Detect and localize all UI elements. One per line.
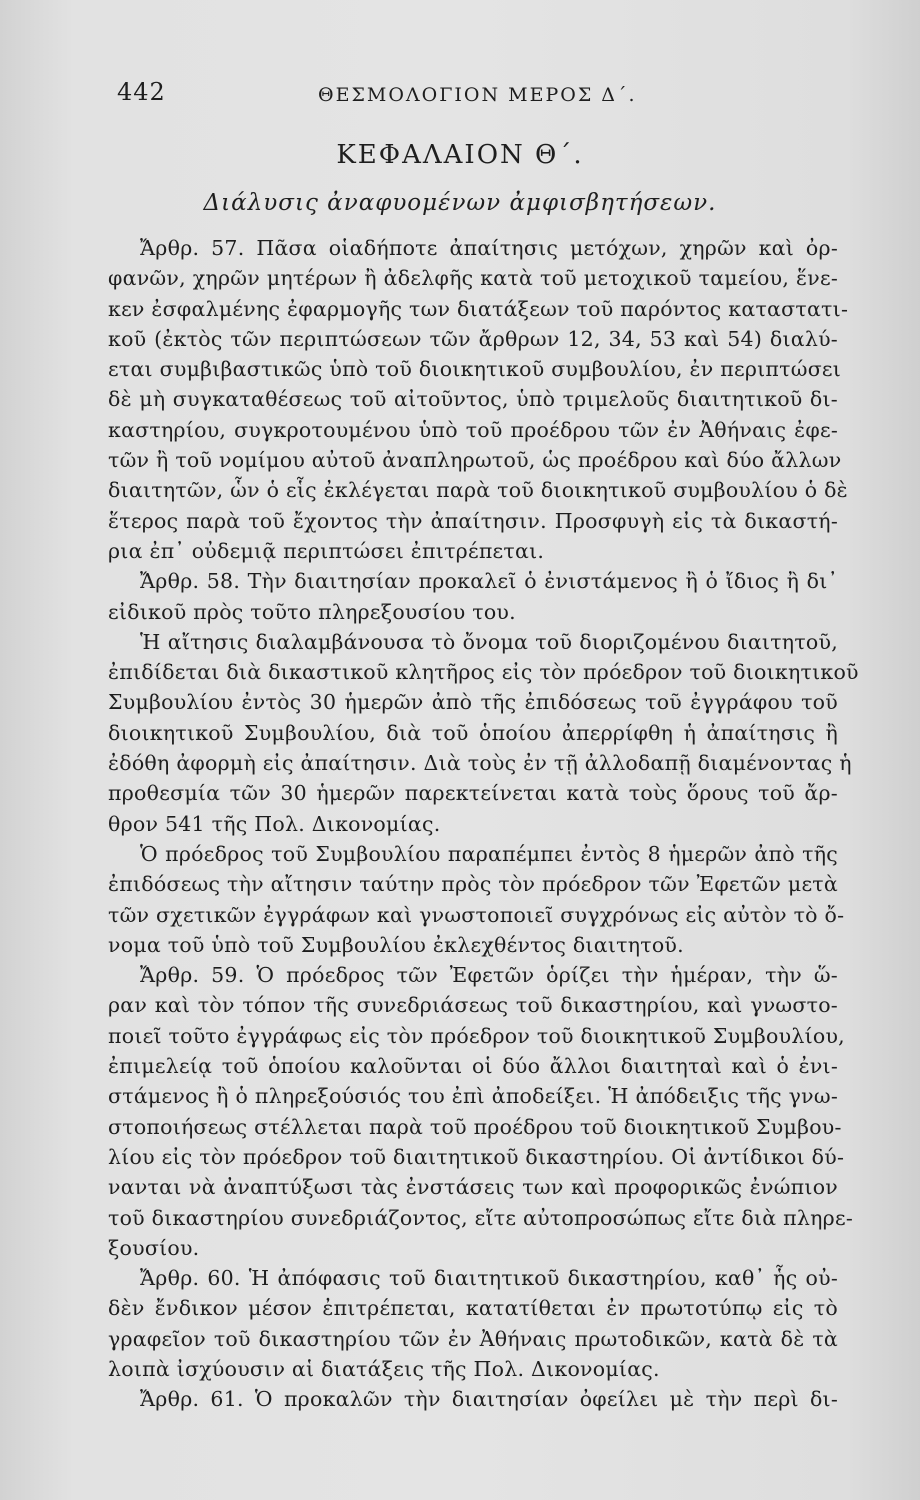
text-line: ἕτερος παρὰ τοῦ ἔχοντος τὴν ἀπαίτησιν. Προσφυγὴ εἰς τὰ δικαστή- [108, 508, 838, 533]
text-line: νανται νὰ ἀναπτύξωσι τὰς ἐνστάσεις των καὶ προφορικῶς ἐνώπιον [108, 1175, 838, 1200]
page-number: 442 [117, 78, 166, 106]
body-text [108, 233, 859, 1415]
text-line: ἐδόθη ἀφορμὴ εἰς ἀπαίτησιν. Διὰ τοὺς ἐν τῇ ἀλλοδαπῇ διαμένοντας ἡ [108, 751, 852, 776]
text-line: εἰδικοῦ πρὸς τοῦτο πληρεξουσίου του. [108, 599, 516, 624]
text-line: τῶν σχετικῶν ἐγγράφων καὶ γνωστοποιεῖ συγχρόνως εἰς αὐτὸν τὸ ὄ- [108, 902, 845, 927]
text-line: ξουσίου. [108, 1235, 200, 1260]
text-line: ρια ἐπ᾽ οὐδεμιᾷ περιπτώσει ἐπιτρέπεται. [108, 538, 545, 563]
text-line: ραν καὶ τὸν τόπον τῆς συνεδριάσεως τοῦ δικαστηρίου, καὶ γνωστο- [108, 993, 838, 1018]
text-line: νομα τοῦ ὑπὸ τοῦ Συμβουλίου ἐκλεχθέντος διαιτητοῦ. [108, 932, 684, 957]
text-line: ἐπιμελείᾳ τοῦ ὁποίου καλοῦνται οἱ δύο ἄλλοι διαιτηταὶ καὶ ὁ ἐνι- [108, 1054, 838, 1079]
text-line: ποιεῖ τοῦτο ἐγγράφως εἰς τὸν πρόεδρον τοῦ διοικητικοῦ Συμβουλίου, [108, 1023, 845, 1048]
text-line: στοποιήσεως στέλλεται παρὰ τοῦ προέδρου τοῦ διοικητικοῦ Συμβου- [108, 1114, 842, 1139]
text-line: φανῶν, χηρῶν μητέρων ἢ ἀδελφῆς κατὰ τοῦ μετοχικοῦ ταμείου, ἕνε- [108, 266, 838, 291]
text-line: κεν ἐσφαλμένης ἐφαρμογῆς των διατάξεων τοῦ παρόντος καταστατι- [108, 296, 849, 321]
running-head: ΘΕΣΜΟΛΟΓΙΟΝ ΜΕΡΟΣ Δ΄. [318, 84, 637, 106]
text-line: διαιτητῶν, ὧν ὁ εἷς ἐκλέγεται παρὰ τοῦ διοικητικοῦ συμβουλίου ὁ δὲ [108, 478, 848, 503]
text-line: Ὁ πρόεδρος τοῦ Συμβουλίου παραπέμπει ἐντὸς 8 ἡμερῶν ἀπὸ τῆς [140, 841, 838, 866]
text-line: Ἄρθρ. 58. Τὴν διαιτησίαν προκαλεῖ ὁ ἐνιστάμενος ἢ ὁ ἴδιος ἢ δι᾽ [140, 569, 838, 594]
text-line: δὲ μὴ συγκαταθέσεως τοῦ αἰτοῦντος, ὑπὸ τριμελοῦς διαιτητικοῦ δι- [108, 387, 838, 412]
text-line: καστηρίου, συγκροτουμένου ὑπὸ τοῦ προέδρου τῶν ἐν Ἀθήναις ἐφε- [108, 417, 838, 442]
text-line: διοικητικοῦ Συμβουλίου, διὰ τοῦ ὁποίου ἀπερρίφθη ἡ ἀπαίτησις ἢ [108, 720, 838, 745]
text-line: Ἡ αἴτησις διαλαμβάνουσα τὸ ὄνομα τοῦ διοριζομένου διαιτητοῦ, [140, 629, 838, 654]
chapter-subtitle: Διάλυσις ἀναφυομένων ἀμφισβητήσεων. [203, 190, 717, 216]
text-line: Ἄρθρ. 60. Ἡ ἀπόφασις τοῦ διαιτητικοῦ δικαστηρίου, καθ᾽ ἧς οὐ- [140, 1266, 838, 1291]
text-line: τῶν ἢ τοῦ νομίμου αὐτοῦ ἀναπληρωτοῦ, ὡς προέδρου καὶ δύο ἄλλων [108, 448, 842, 473]
text-line: λοιπὰ ἰσχύουσιν αἱ διατάξεις τῆς Πολ. Δικονομίας. [108, 1356, 660, 1381]
text-line: προθεσμία τῶν 30 ἡμερῶν παρεκτείνεται κατὰ τοὺς ὅρους τοῦ ἄρ- [108, 781, 838, 806]
chapter-title: ΚΕΦΑΛΑΙΟΝ Θ΄. [336, 140, 584, 170]
text-line: θρον 541 τῆς Πολ. Δικονομίας. [108, 811, 441, 836]
text-line: Ἄρθρ. 57. Πᾶσα οἱαδήποτε ἀπαίτησις μετόχων, χηρῶν καὶ ὀρ- [140, 236, 838, 260]
text-line: ἐπιδόσεως τὴν αἴτησιν ταύτην πρὸς τὸν πρόεδρον τῶν Ἐφετῶν μετὰ [108, 872, 838, 897]
text-line: στάμενος ἢ ὁ πληρεξούσιός του ἐπὶ ἀποδείξει. Ἡ ἀπόδειξις τῆς γνω- [108, 1084, 838, 1109]
text-line: Ἄρθρ. 61. Ὁ προκαλῶν τὴν διαιτησίαν ὀφείλει μὲ τὴν περὶ δι- [140, 1387, 838, 1412]
text-line: λίου εἰς τὸν πρόεδρον τοῦ διαιτητικοῦ δικαστηρίου. Οἱ ἀντίδικοι δύ- [108, 1144, 845, 1169]
text-line: Ἄρθρ. 59. Ὁ πρόεδρος τῶν Ἐφετῶν ὁρίζει τὴν ἡμέραν, τὴν ὥ- [140, 963, 838, 988]
text-line: Συμβουλίου ἐντὸς 30 ἡμερῶν ἀπὸ τῆς ἐπιδόσεως τοῦ ἐγγράφου τοῦ [108, 690, 838, 715]
text-line: εται συμβιβαστικῶς ὑπὸ τοῦ διοικητικοῦ συμβουλίου, ἐν περιπτώσει [108, 357, 842, 382]
page-header [0, 78, 920, 112]
text-line: ἐπιδίδεται διὰ δικαστικοῦ κλητῆρος εἰς τὸν πρόεδρον τοῦ διοικητικοῦ [108, 660, 859, 685]
text-line: κοῦ (ἐκτὸς τῶν περιπτώσεων τῶν ἄρθρων 12, 34, 53 καὶ 54) διαλύ- [108, 326, 838, 351]
text-line: τοῦ δικαστηρίου συνεδριάζοντος, εἴτε αὐτοπροσώπως εἴτε διὰ πληρε- [108, 1205, 854, 1230]
text-line: γραφεῖον τοῦ δικαστηρίου τῶν ἐν Ἀθήναις πρωτοδικῶν, κατὰ δὲ τὰ [108, 1326, 838, 1351]
text-line: δὲν ἔνδικον μέσον ἐπιτρέπεται, κατατίθεται ἐν πρωτοτύπῳ εἰς τὸ [108, 1296, 838, 1321]
